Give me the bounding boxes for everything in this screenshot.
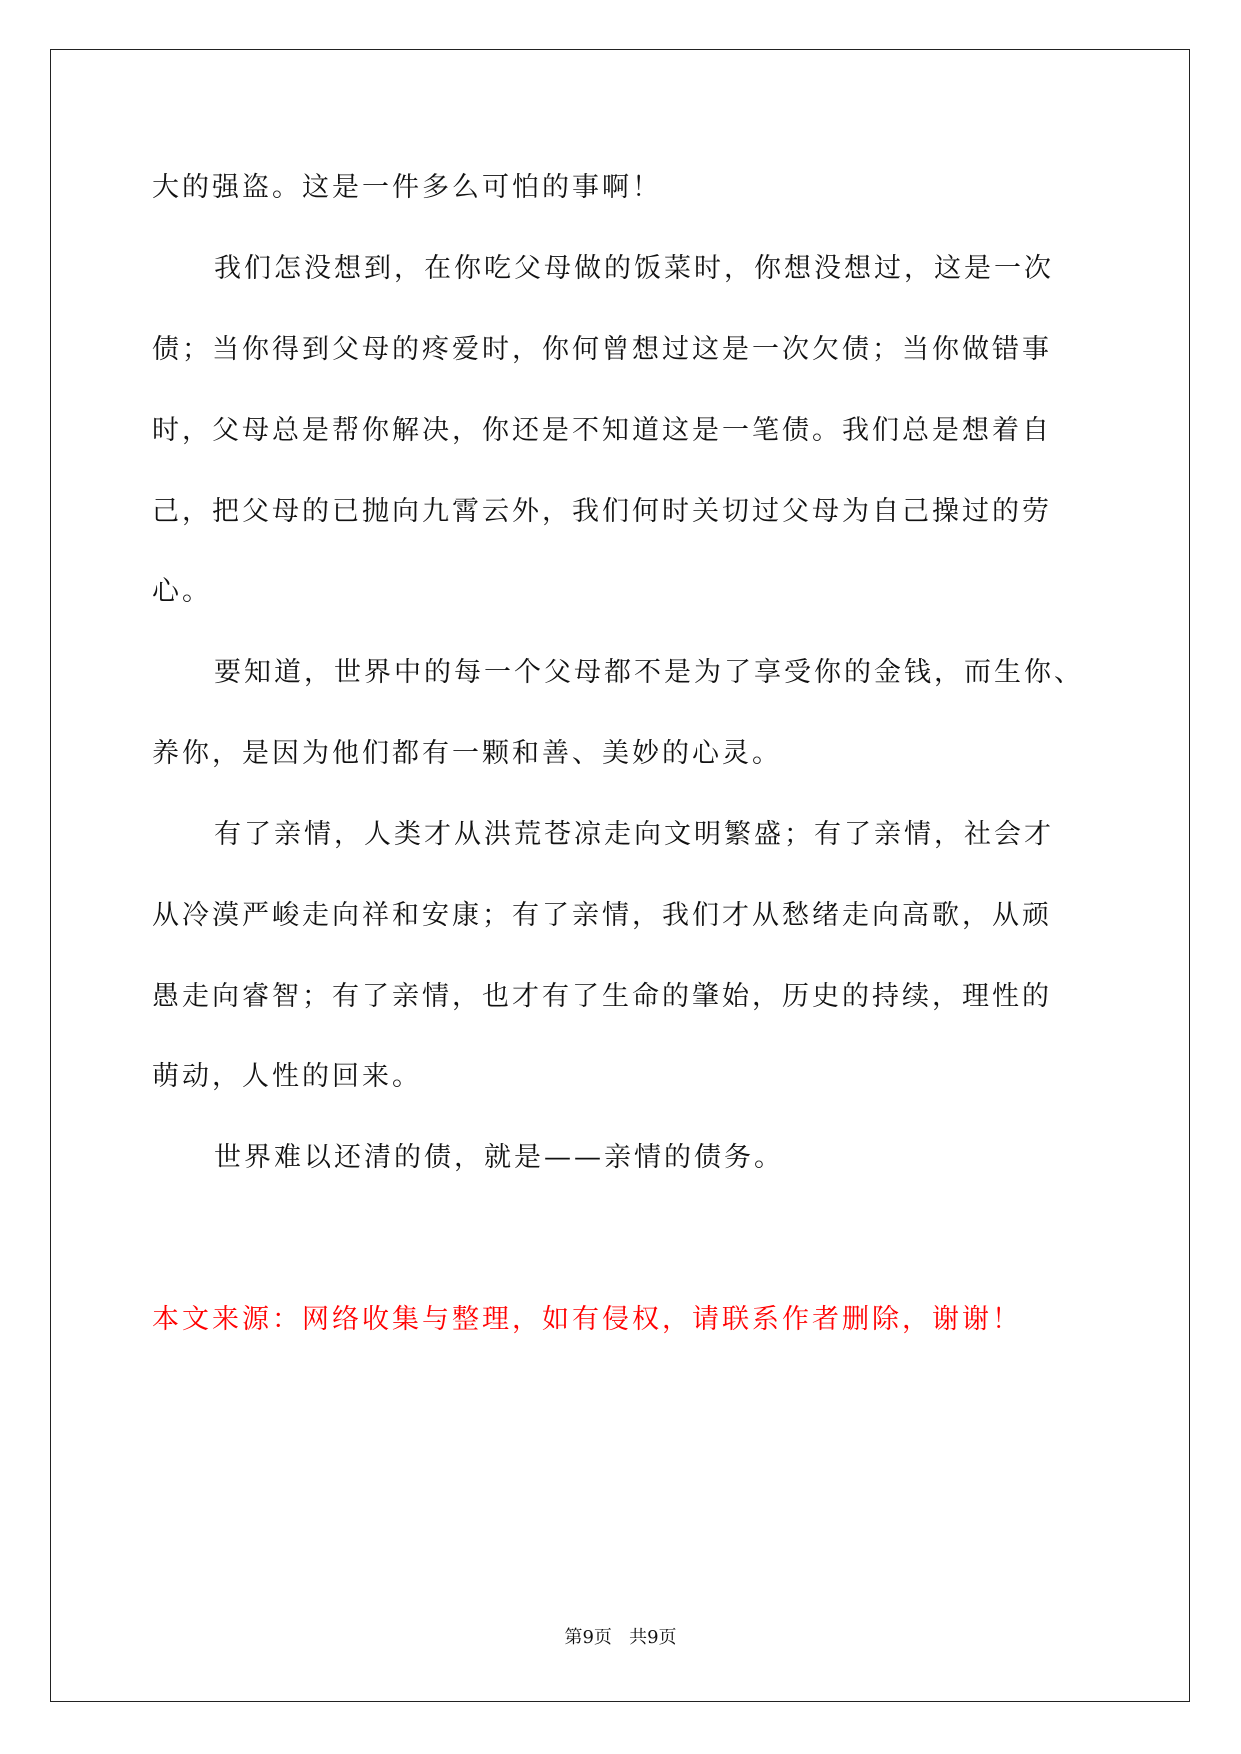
body-line: 己，把父母的已抛向九霄云外，我们何时关切过父母为自己操过的劳 [152, 496, 1052, 527]
source-note: 本文来源：网络收集与整理，如有侵权，请联系作者删除，谢谢！ [152, 1304, 1022, 1335]
body-line: 愚走向睿智；有了亲情，也才有了生命的肇始，历史的持续，理性的 [152, 981, 1052, 1012]
body-line: 我们怎没想到，在你吃父母做的饭菜时，你想没想过，这是一次 [214, 253, 1054, 284]
body-line: 要知道，世界中的每一个父母都不是为了享受你的金钱，而生你、 [214, 657, 1084, 688]
page-footer: 第9页 共9页 [564, 1627, 677, 1648]
body-line: 心。 [152, 576, 212, 607]
body-line: 世界难以还清的债，就是——亲情的债务。 [214, 1142, 784, 1173]
page-border [50, 49, 1190, 1702]
body-line: 萌动，人性的回来。 [152, 1061, 422, 1092]
body-line: 债；当你得到父母的疼爱时，你何曾想过这是一次欠债；当你做错事 [152, 334, 1052, 365]
body-line: 养你，是因为他们都有一颗和善、美妙的心灵。 [152, 738, 782, 769]
body-line: 有了亲情，人类才从洪荒苍凉走向文明繁盛；有了亲情，社会才 [214, 819, 1054, 850]
body-line: 时，父母总是帮你解决，你还是不知道这是一笔债。我们总是想着自 [152, 415, 1052, 446]
body-line: 从冷漠严峻走向祥和安康；有了亲情，我们才从愁绪走向高歌，从顽 [152, 900, 1052, 931]
body-line: 大的强盗。这是一件多么可怕的事啊！ [152, 172, 662, 203]
